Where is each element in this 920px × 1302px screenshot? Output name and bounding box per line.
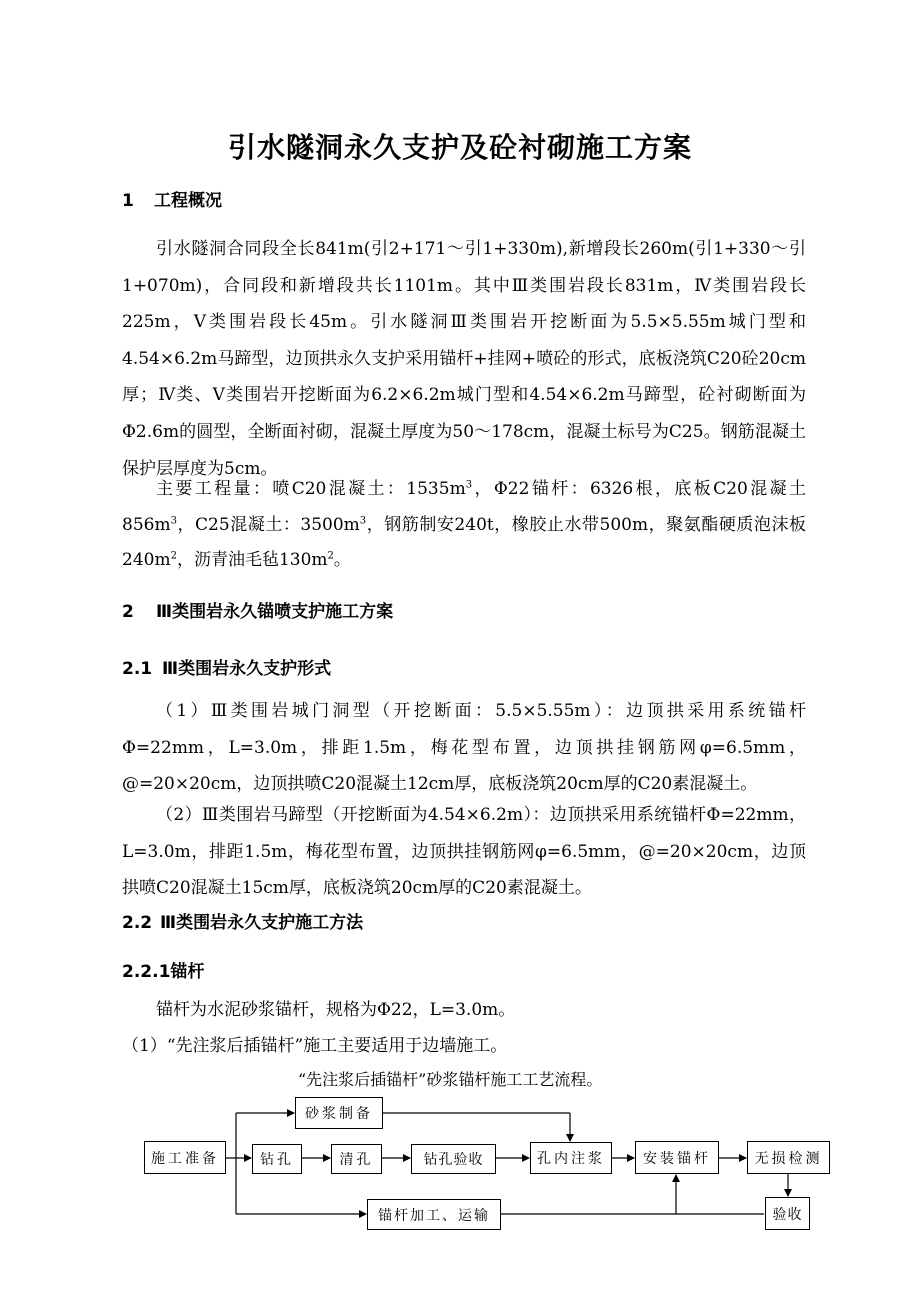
superscript: 2 (170, 550, 177, 562)
section-2-2-heading (122, 908, 363, 933)
section-number: 2.2.1 (122, 962, 171, 982)
superscript: 3 (170, 514, 177, 526)
flow-box-inspect: 钻孔验收 (411, 1144, 496, 1174)
grout-first-text: （1）“先注浆后插锚杆”施工主要适用于边墙施工。 (122, 1036, 508, 1056)
superscript: 2 (327, 550, 334, 562)
section-title: Ⅲ类围岩永久支护形式 (162, 659, 332, 679)
section-title: 锚杆 (170, 962, 205, 982)
section-number: 2 (122, 602, 134, 622)
anchor-spec-text: 锚杆为水泥砂浆锚杆，规格为Φ22，L=3.0m。 (156, 1000, 516, 1020)
superscript: 3 (465, 479, 473, 491)
flow-box-grout: 孔内注浆 (530, 1142, 612, 1174)
section-title: Ⅲ类围岩永久支护施工方法 (160, 913, 364, 933)
overview-paragraph: 引水隧洞合同段全长841m(引2+171～引1+330m),新增段长260m(引1+330～引1+070m)，合同段和新增段共长1101m。其中Ⅲ类围岩段长831m，Ⅳ类围岩段长225m，Ⅴ类围岩段长45m。引水隧洞Ⅲ类围岩开挖断面为5.5×5.55m城门型和4.54×6.2m马蹄型，边顶拱永久支护采用锚杆+挂网+喷砼的形式，底板浇筑C20砼20cm厚；Ⅳ类、Ⅴ类围岩开挖断面为6.2×6.2m城门型和4.54×6.2m马蹄型，砼衬砌断面为Φ2.6m的圆型，全断面衬砌，混凝土厚度为50～178cm，混凝土标号为C25。钢筋混凝土保护层厚度为5cm。 (122, 239, 806, 479)
flowchart-caption: “先注浆后插锚杆”砂浆锚杆施工工艺流程。 (298, 1070, 603, 1089)
flow-box-drill: 钻孔 (252, 1144, 302, 1174)
quantities-paragraph: 主要工程量：喷C20混凝土：$1535m^3$，Φ22锚杆：6326根，底板C20混凝土$856m^3$，C25混凝土：$3500m^3$，钢筋制安240t，橡胶止水带500m，聚氨酯硬质泡沫板$240m^2$，沥青油毛毡$130m^2$。 (122, 479, 806, 570)
page-title: 引水隧洞永久支护及砼衬砌施工方案 (227, 131, 692, 164)
flow-box-accept: 验收 (765, 1197, 810, 1230)
flow-box-clean: 清孔 (331, 1144, 382, 1174)
support-type-paragraph-1: （1）Ⅲ类围岩城门洞型（开挖断面：5.5×5.55m）：边顶拱采用系统锚杆Φ=22mm，L=3.0m，排距1.5m，梅花型布置，边顶拱挂钢筋网φ=6.5mm，@=20×20cm，边顶拱喷C20混凝土12cm厚，底板浇筑20cm厚的C20素混凝土。 (122, 701, 806, 795)
support-type-paragraph-2: （2）Ⅲ类围岩马蹄型（开挖断面为4.54×6.2m）：边顶拱采用系统锚杆Φ=22mm，L=3.0m，排距1.5m，梅花型布置，边顶拱挂钢筋网φ=6.5mm，@=20×20cm，边顶拱喷C20混凝土15cm厚，底板浇筑20cm厚的C20素混凝土。 (122, 805, 806, 899)
flow-box-install: 安装锚杆 (635, 1141, 719, 1174)
flow-box-ndt: 无损检测 (747, 1141, 830, 1174)
superscript: 3 (359, 514, 367, 526)
section-1-heading (122, 186, 222, 211)
section-2-1-heading (122, 654, 331, 679)
section-number: 1 (122, 191, 134, 211)
section-number: 2.2 (122, 913, 153, 933)
section-number: 2.1 (122, 659, 153, 679)
section-title: Ⅲ类围岩永久锚喷支护施工方案 (156, 602, 394, 622)
section-2-2-1-heading (122, 957, 204, 982)
section-title: 工程概况 (154, 191, 222, 211)
flow-box-mortar: 砂浆制备 (295, 1097, 383, 1129)
section-2-heading (122, 597, 393, 622)
flow-box-process: 锚杆加工、运输 (367, 1199, 501, 1230)
flow-box-prep: 施工准备 (144, 1141, 226, 1174)
